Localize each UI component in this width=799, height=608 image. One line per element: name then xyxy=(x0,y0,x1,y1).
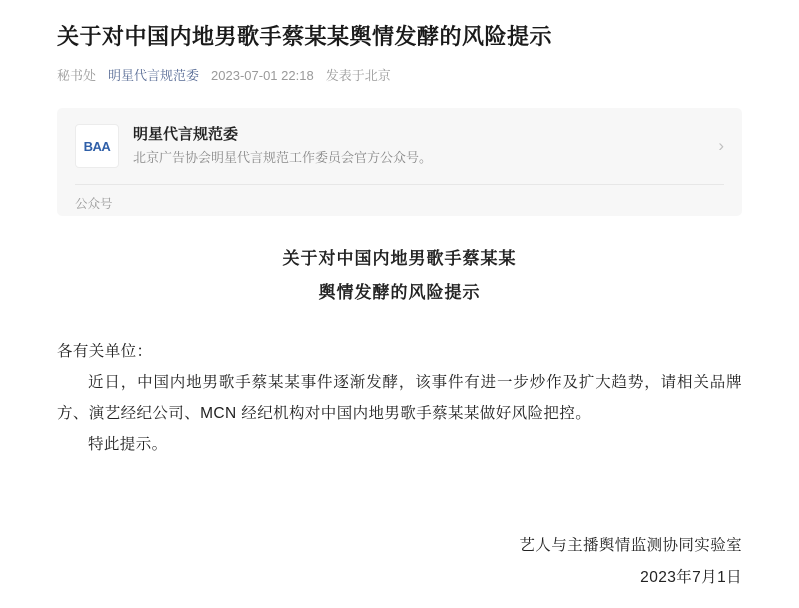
article-meta xyxy=(57,69,742,82)
meta-location: 发表于北京 xyxy=(325,67,391,83)
document-paragraph-2: 特此提示。 xyxy=(88,435,168,453)
document-body xyxy=(57,336,742,460)
page-title: 关于对中国内地男歌手蔡某某舆情发酵的风险提示 xyxy=(57,24,553,49)
account-type-badge: 公众号 xyxy=(75,196,113,211)
svg-text:BAA: BAA xyxy=(83,138,111,154)
document-sign-date: 2023年7月1日 xyxy=(640,569,742,587)
account-card-text xyxy=(133,124,708,167)
meta-author-link[interactable]: 明星代言规范委 xyxy=(108,67,200,83)
document-salutation: 各有关单位： xyxy=(57,342,153,360)
account-name: 明星代言规范委 xyxy=(133,126,239,144)
account-logo-icon xyxy=(75,124,119,168)
document-paragraph-1: 近日，中国内地男歌手蔡某某事件逐渐发酵，该事件有进一步炒作及扩大趋势，请相关品牌方、演艺经纪公司、MCN 经纪机构对中国内地男歌手蔡某某做好风险把控。 xyxy=(57,373,742,422)
chevron-right-icon[interactable]: › xyxy=(718,136,724,156)
account-description: 北京广告协会明星代言规范工作委员会官方公众号。 xyxy=(133,150,433,166)
account-card-divider xyxy=(75,184,724,185)
official-account-card[interactable] xyxy=(57,108,742,216)
meta-department: 秘书处 xyxy=(57,67,97,83)
account-card-header xyxy=(75,124,724,168)
document-heading-line2: 舆情发酵的风险提示 xyxy=(318,282,481,302)
meta-datetime: 2023-07-01 22:18 xyxy=(211,67,314,83)
document-signature: 艺人与主播舆情监测协同实验室 xyxy=(519,537,742,555)
document-heading-line1: 关于对中国内地男歌手蔡某某 xyxy=(282,248,517,268)
document-signature-block xyxy=(519,530,742,594)
